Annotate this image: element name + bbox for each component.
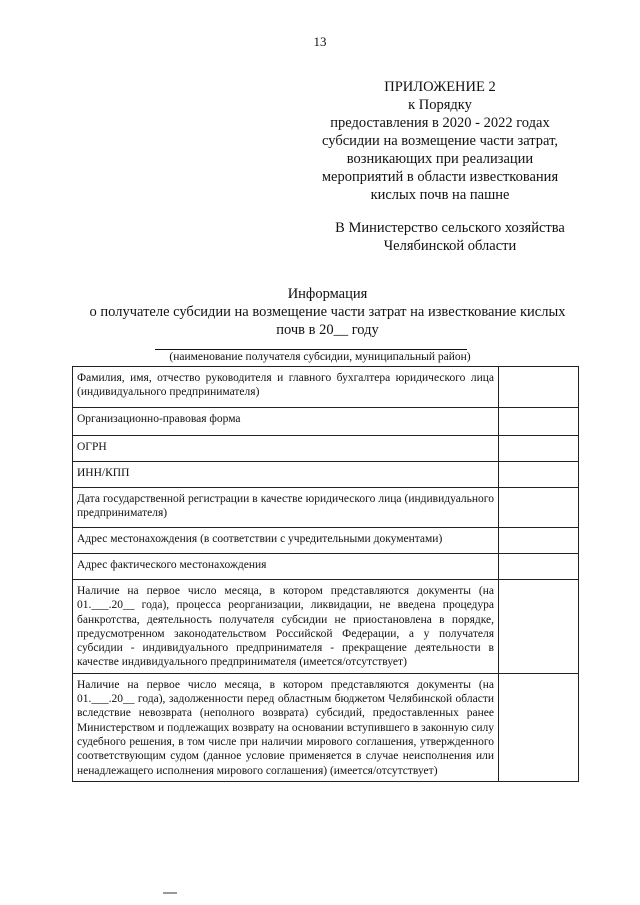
row-value-cell[interactable] (499, 408, 579, 436)
appendix-line: предоставления в 2020 - 2022 годах (330, 115, 550, 131)
appendix-header (300, 78, 580, 204)
table-row (73, 554, 579, 580)
recipient-line: Челябинской области (383, 238, 517, 254)
row-value-cell[interactable] (499, 528, 579, 554)
row-value-cell[interactable] (499, 673, 579, 781)
info-table (72, 366, 579, 782)
table-row (73, 580, 579, 674)
recipient-line: В Министерство сельского хозяйства (335, 220, 565, 236)
table-row (73, 436, 579, 462)
appendix-line: ПРИЛОЖЕНИЕ 2 (384, 79, 496, 95)
table-row (73, 462, 579, 488)
row-label: Организационно-правовая форма (73, 408, 499, 436)
appendix-line: мероприятий в области известкования (321, 169, 559, 185)
appendix-line: кислых почв на пашне (370, 187, 510, 203)
table-row (73, 673, 579, 781)
row-label: ОГРН (73, 436, 499, 462)
row-value-cell[interactable] (499, 580, 579, 674)
scan-artifact (163, 892, 177, 894)
page-number: 13 (313, 34, 327, 49)
table-row (73, 367, 579, 408)
title-line: о получателе субсидии на возмещение части затрат на известкование кислых (89, 304, 566, 320)
recipient-block (300, 219, 600, 255)
row-label: Дата государственной регистрации в качестве юридического лица (индивидуального предпринимателя) (73, 488, 499, 528)
table-row (73, 528, 579, 554)
row-label: Наличие на первое число месяца, в котором представляются документы (на 01.___.20__ года), процесса реорганизации, ликвидации, не введена процедура банкротства, деятельность получателя субсидии не приостановлена в порядке, предусмотренном законодательством Российской Федерации, а у получателя субсидии - индивидуального предпринимателя - прекращение деятельности в качестве индивидуального предпринимателя (имеется/отсутствует) (73, 580, 499, 674)
row-value-cell[interactable] (499, 462, 579, 488)
appendix-line: возникающих при реализации (346, 151, 534, 167)
row-value-cell[interactable] (499, 554, 579, 580)
row-value-cell[interactable] (499, 436, 579, 462)
document-title (60, 285, 595, 339)
row-label: Фамилия, имя, отчество руководителя и главного бухгалтера юридического лица (индивидуального предпринимателя) (73, 367, 499, 408)
row-label: ИНН/КПП (73, 462, 499, 488)
row-label: Адрес местонахождения (в соответствии с учредительными документами) (73, 528, 499, 554)
row-label: Адрес фактического местонахождения (73, 554, 499, 580)
table-row (73, 488, 579, 528)
row-value-cell[interactable] (499, 488, 579, 528)
appendix-line: субсидии на возмещение части затрат, (322, 133, 558, 149)
title-line: почв в 20__ году (276, 322, 379, 338)
row-value-cell[interactable] (499, 367, 579, 408)
row-label: Наличие на первое число месяца, в котором представляются документы (на 01.___.20__ года), задолженности перед областным бюджетом Челябинской области вследствие невозврата (неполного возврата) субсидий, предоставленных ранее Министерством и подлежащих возврату на основании вступившего в законную силу судебного решения, в том числе при наличии мирового соглашения, утвержденного соответствующим судом (данное условие применяется в случае неисполнения или ненадлежащего исполнения мирового соглашения) (имеется/отсутствует) (73, 673, 499, 781)
appendix-line: к Порядку (408, 97, 472, 113)
recipient-name-caption: (наименование получателя субсидии, муниципальный район) (169, 351, 471, 363)
table-row (73, 408, 579, 436)
title-heading: Информация (287, 286, 368, 302)
